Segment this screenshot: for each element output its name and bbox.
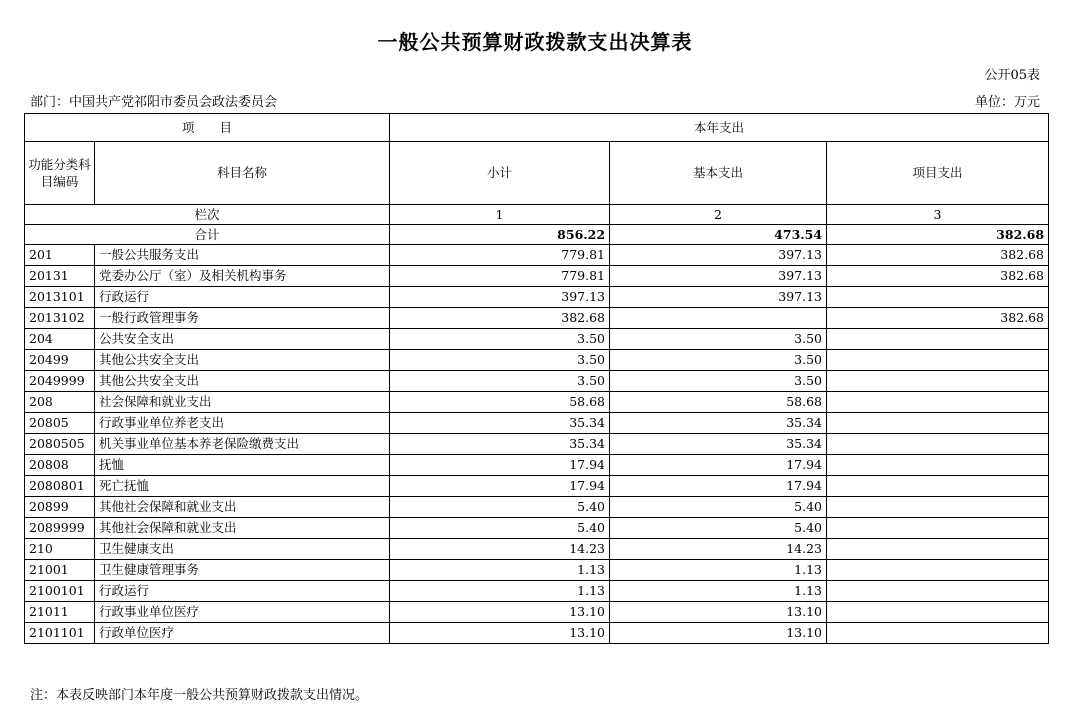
total-subtotal: 856.22	[390, 225, 610, 245]
row-subtotal: 779.81	[390, 245, 610, 266]
row-subtotal: 17.94	[390, 455, 610, 476]
row-project	[827, 581, 1049, 602]
row-subject-name: 其他社会保障和就业支出	[95, 518, 390, 539]
row-subtotal: 13.10	[390, 623, 610, 644]
row-basic: 3.50	[610, 350, 827, 371]
row-project	[827, 497, 1049, 518]
row-subtotal: 1.13	[390, 560, 610, 581]
expenditure-table	[24, 113, 1049, 644]
row-code: 20499	[25, 350, 95, 371]
row-basic: 58.68	[610, 392, 827, 413]
row-subject-name: 行政事业单位医疗	[95, 602, 390, 623]
row-project	[827, 413, 1049, 434]
row-subtotal: 35.34	[390, 413, 610, 434]
table-row	[25, 308, 1049, 329]
table-row	[25, 497, 1049, 518]
row-project: 382.68	[827, 308, 1049, 329]
column-number-2: 2	[610, 205, 827, 225]
header-basic: 基本支出	[610, 142, 827, 205]
row-project	[827, 539, 1049, 560]
row-project	[827, 560, 1049, 581]
header-current-year: 本年支出	[390, 114, 1049, 142]
row-code: 204	[25, 329, 95, 350]
column-number-3: 3	[827, 205, 1049, 225]
row-subtotal: 3.50	[390, 371, 610, 392]
row-subtotal: 397.13	[390, 287, 610, 308]
table-row	[25, 413, 1049, 434]
row-project	[827, 371, 1049, 392]
footnote: 注：本表反映部门本年度一般公共预算财政拨款支出情况。	[30, 688, 369, 703]
row-subtotal: 14.23	[390, 539, 610, 560]
row-code: 2013102	[25, 308, 95, 329]
table-row	[25, 539, 1049, 560]
header-row-2	[25, 142, 1049, 205]
row-project	[827, 350, 1049, 371]
row-subtotal: 5.40	[390, 518, 610, 539]
row-code: 2080801	[25, 476, 95, 497]
row-basic: 3.50	[610, 371, 827, 392]
row-basic: 17.94	[610, 455, 827, 476]
row-subtotal: 35.34	[390, 434, 610, 455]
row-subject-name: 社会保障和就业支出	[95, 392, 390, 413]
row-subject-name: 其他社会保障和就业支出	[95, 497, 390, 518]
row-subject-name: 行政运行	[95, 581, 390, 602]
row-code: 20899	[25, 497, 95, 518]
row-basic: 13.10	[610, 602, 827, 623]
row-project	[827, 329, 1049, 350]
total-label: 合计	[25, 225, 390, 245]
header-subject-name: 科目名称	[95, 142, 390, 205]
table-row	[25, 476, 1049, 497]
unit-label: 单位：万元	[974, 95, 1040, 110]
row-subtotal: 13.10	[390, 602, 610, 623]
header-row-1	[25, 114, 1049, 142]
row-code: 2080505	[25, 434, 95, 455]
table-row	[25, 602, 1049, 623]
row-subtotal: 3.50	[390, 350, 610, 371]
row-basic: 3.50	[610, 329, 827, 350]
row-code: 2101101	[25, 623, 95, 644]
row-project	[827, 602, 1049, 623]
header-item: 项 目	[25, 114, 390, 142]
row-subject-name: 抚恤	[95, 455, 390, 476]
row-subject-name: 卫生健康管理事务	[95, 560, 390, 581]
row-code: 20808	[25, 455, 95, 476]
row-subject-name: 行政运行	[95, 287, 390, 308]
row-subject-name: 公共安全支出	[95, 329, 390, 350]
table-row	[25, 518, 1049, 539]
row-code: 20805	[25, 413, 95, 434]
row-project: 382.68	[827, 266, 1049, 287]
row-project	[827, 287, 1049, 308]
row-code: 21011	[25, 602, 95, 623]
page-title: 一般公共预算财政拨款支出决算表	[377, 30, 693, 54]
row-basic: 1.13	[610, 560, 827, 581]
row-basic: 17.94	[610, 476, 827, 497]
row-code: 20131	[25, 266, 95, 287]
row-subject-name: 死亡抚恤	[95, 476, 390, 497]
table-row	[25, 371, 1049, 392]
row-subject-name: 机关事业单位基本养老保险缴费支出	[95, 434, 390, 455]
table-row	[25, 581, 1049, 602]
row-basic: 13.10	[610, 623, 827, 644]
row-code: 2013101	[25, 287, 95, 308]
row-project	[827, 455, 1049, 476]
row-basic: 35.34	[610, 413, 827, 434]
header-func-code: 功能分类科目编码	[25, 142, 95, 205]
row-code: 208	[25, 392, 95, 413]
table-row	[25, 434, 1049, 455]
total-row	[25, 225, 1049, 245]
header-project: 项目支出	[827, 142, 1049, 205]
row-subject-name: 行政事业单位养老支出	[95, 413, 390, 434]
row-basic: 35.34	[610, 434, 827, 455]
row-code: 2100101	[25, 581, 95, 602]
row-subject-name: 其他公共安全支出	[95, 350, 390, 371]
table-row	[25, 623, 1049, 644]
row-project: 382.68	[827, 245, 1049, 266]
form-number: 公开05表	[984, 68, 1040, 83]
column-number-row	[25, 205, 1049, 225]
row-basic: 1.13	[610, 581, 827, 602]
row-subject-name: 其他公共安全支出	[95, 371, 390, 392]
header-subtotal: 小计	[390, 142, 610, 205]
row-subject-name: 一般公共服务支出	[95, 245, 390, 266]
total-basic: 473.54	[610, 225, 827, 245]
table-row	[25, 392, 1049, 413]
row-subtotal: 1.13	[390, 581, 610, 602]
row-subtotal: 382.68	[390, 308, 610, 329]
total-project: 382.68	[827, 225, 1049, 245]
row-basic: 397.13	[610, 266, 827, 287]
row-subject-name: 行政单位医疗	[95, 623, 390, 644]
row-basic	[610, 308, 827, 329]
department-label: 部门：中国共产党祁阳市委员会政法委员会	[30, 95, 278, 110]
row-basic: 397.13	[610, 245, 827, 266]
row-project	[827, 434, 1049, 455]
row-project	[827, 518, 1049, 539]
row-subtotal: 58.68	[390, 392, 610, 413]
row-subtotal: 3.50	[390, 329, 610, 350]
row-subject-name: 一般行政管理事务	[95, 308, 390, 329]
row-basic: 5.40	[610, 497, 827, 518]
table-row	[25, 287, 1049, 308]
row-project	[827, 392, 1049, 413]
column-number-label: 栏次	[25, 205, 390, 225]
row-code: 2089999	[25, 518, 95, 539]
row-basic: 5.40	[610, 518, 827, 539]
row-project	[827, 476, 1049, 497]
row-code: 210	[25, 539, 95, 560]
row-subject-name: 卫生健康支出	[95, 539, 390, 560]
row-subject-name: 党委办公厅（室）及相关机构事务	[95, 266, 390, 287]
table-row	[25, 455, 1049, 476]
row-subtotal: 17.94	[390, 476, 610, 497]
table-row	[25, 245, 1049, 266]
row-code: 201	[25, 245, 95, 266]
table-row	[25, 560, 1049, 581]
row-basic: 14.23	[610, 539, 827, 560]
row-subtotal: 5.40	[390, 497, 610, 518]
table-row	[25, 329, 1049, 350]
table-row	[25, 350, 1049, 371]
row-basic: 397.13	[610, 287, 827, 308]
table-row	[25, 266, 1049, 287]
column-number-1: 1	[390, 205, 610, 225]
row-code: 2049999	[25, 371, 95, 392]
row-subtotal: 779.81	[390, 266, 610, 287]
row-project	[827, 623, 1049, 644]
row-code: 21001	[25, 560, 95, 581]
